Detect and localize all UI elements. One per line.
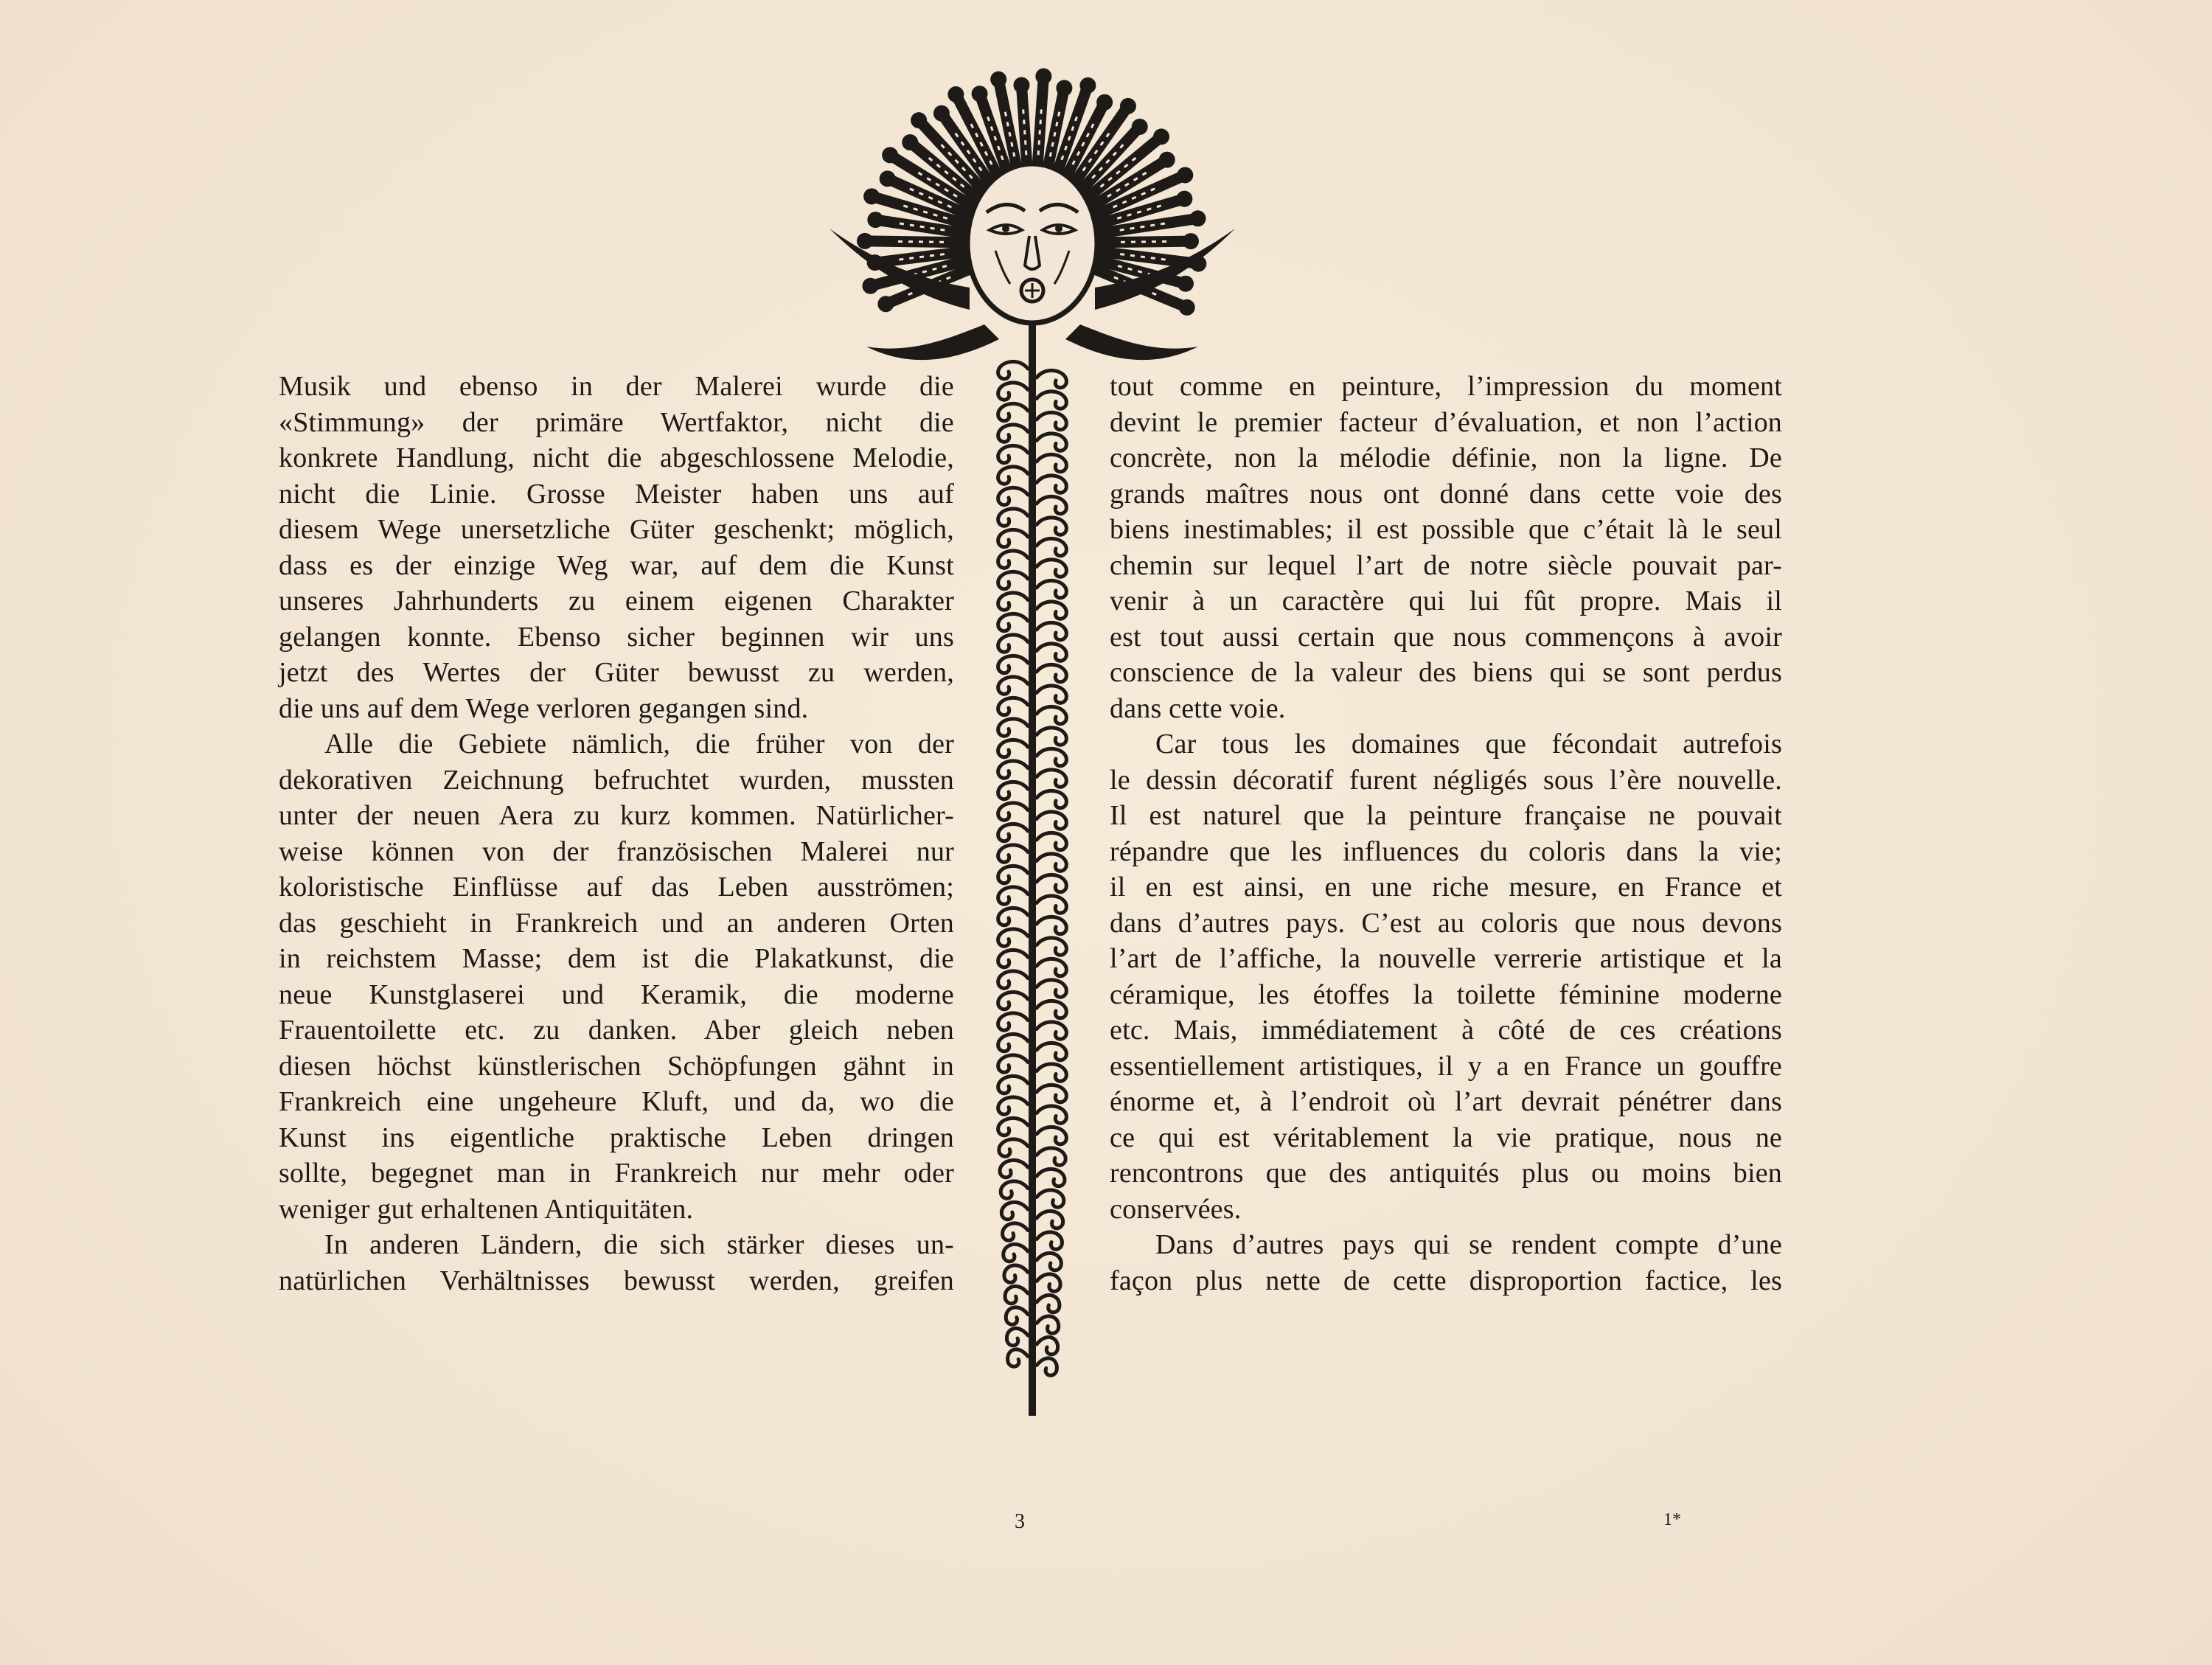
right-tendril xyxy=(1037,644,1066,661)
text-line: das geschieht in Frankreich und an anderen Orten xyxy=(279,907,954,939)
left-tendril xyxy=(998,1097,1028,1114)
right-tendril xyxy=(1037,580,1066,597)
page-number: 3 xyxy=(1015,1510,1025,1533)
text-line: dans d’autres pays. C’est au coloris que nous devons xyxy=(1110,907,1782,939)
right-tendril xyxy=(1037,412,1066,429)
text-line: natürlichen Verhältnisses bewusst werden, greifen xyxy=(279,1265,954,1296)
text-line: konkrete Handlung, nicht die abgeschlossene Melodie, xyxy=(279,442,954,473)
left-tendril xyxy=(998,571,1028,588)
feather-tip xyxy=(933,105,950,122)
feather-tip xyxy=(857,233,873,249)
text-line: essentiellement artistiques, il y a en France un gouffre xyxy=(1110,1050,1782,1082)
left-tendril xyxy=(1004,1244,1028,1261)
right-tendril xyxy=(1037,854,1066,871)
left-tendril xyxy=(998,803,1028,820)
right-leaf xyxy=(1065,324,1198,360)
text-line: weniger gut erhaltenen Antiquitäten. xyxy=(279,1193,694,1225)
text-line: le dessin décoratif furent négligés sous l’ère nouvelle. xyxy=(1110,764,1782,796)
right-tendril xyxy=(1037,1148,1065,1165)
left-tendril xyxy=(998,845,1028,862)
left-tendril xyxy=(998,677,1028,694)
feather-tip xyxy=(911,112,927,128)
feather-ray xyxy=(1102,241,1191,243)
left-tendril xyxy=(998,656,1028,672)
feather-tip xyxy=(1178,276,1194,292)
text-line: unter der neuen Aera zu kurz kommen. Natürlicher- xyxy=(279,800,954,831)
left-tendril xyxy=(1003,1223,1028,1240)
right-tendril xyxy=(1037,875,1066,891)
left-tendril xyxy=(1001,1181,1028,1198)
left-tendril xyxy=(998,509,1028,526)
right-tendril xyxy=(1037,454,1066,471)
feather-tip xyxy=(947,86,964,102)
left-tendril xyxy=(998,698,1028,715)
left-tendril xyxy=(998,1118,1028,1135)
text-line: weise können von der französischen Malerei nur xyxy=(279,835,954,867)
signature-mark: 1* xyxy=(1663,1510,1681,1529)
feather-tip xyxy=(1159,152,1175,168)
right-tendril xyxy=(1037,434,1066,451)
left-tendril xyxy=(998,383,1028,400)
text-line: Frauentoilette etc. zu danken. Aber gleich neben xyxy=(279,1015,954,1046)
left-tendril xyxy=(998,1034,1028,1051)
left-tendril xyxy=(998,782,1028,799)
text-line: biens inestimables; il est possible que c’était là le seul xyxy=(1110,514,1782,545)
left-tendril xyxy=(998,1055,1028,1072)
text-line: diesem Wege unersetzliche Güter geschenkt; möglich, xyxy=(279,514,954,545)
feather-tip xyxy=(972,86,988,102)
feather-tip xyxy=(1189,210,1206,226)
feather-tip xyxy=(863,188,880,204)
right-tendril xyxy=(1037,370,1066,387)
text-line: dans cette voie. xyxy=(1110,692,1286,724)
right-tendril xyxy=(1037,896,1066,913)
left-tendril xyxy=(1005,1286,1028,1303)
text-line: etc. Mais, immédiatement à côté de ces créations xyxy=(1110,1015,1782,1046)
text-line: In anderen Ländern, die sich stärker dieses un- xyxy=(324,1229,954,1260)
text-line: dekorativen Zeichnung befruchtet wurden, mussten xyxy=(279,764,954,796)
right-tendril xyxy=(1037,1316,1059,1333)
feather-tip xyxy=(1132,119,1148,135)
left-tendril xyxy=(998,824,1028,841)
right-tendril xyxy=(1037,1253,1061,1270)
text-line: Kunst ins eigentliche praktische Leben dringen xyxy=(279,1122,954,1153)
text-line: sollte, begegnet man in Frankreich nur mehr oder xyxy=(279,1158,954,1189)
right-text-column xyxy=(1110,369,1782,1299)
left-tendril xyxy=(1006,1328,1028,1345)
left-tendril xyxy=(1004,1265,1028,1282)
feather-ray xyxy=(865,241,962,243)
right-tendril xyxy=(1037,959,1066,976)
right-tendril xyxy=(1037,1190,1064,1207)
feather-tip xyxy=(1183,233,1199,249)
text-line: Frankreich eine ungeheure Kluft, und da, wo die xyxy=(279,1086,954,1117)
right-pupil xyxy=(1055,225,1062,232)
right-tendril xyxy=(1037,1022,1066,1039)
left-tendril xyxy=(998,719,1028,736)
text-line: in reichstem Masse; dem ist die Plakatkunst, die xyxy=(279,943,954,974)
left-tendril xyxy=(1000,1160,1028,1177)
text-line: ce qui est véritablement la vie pratique, nous ne xyxy=(1110,1122,1782,1153)
left-tendril xyxy=(998,529,1028,546)
right-tendril xyxy=(1037,1274,1060,1291)
text-line: chemin sur lequel l’art de notre siècle pouvait par- xyxy=(1110,549,1782,581)
text-line: Musik und ebenso in der Malerei wurde die xyxy=(279,371,954,402)
feather-tip xyxy=(1079,77,1096,94)
right-tendril xyxy=(1037,392,1066,409)
right-tendril xyxy=(1037,1169,1065,1186)
feather-tip xyxy=(902,134,918,150)
feather-tip xyxy=(862,278,878,294)
text-line: koloristische Einflüsse auf das Leben ausströmen; xyxy=(279,872,954,903)
left-tendril xyxy=(998,361,1028,378)
text-line: il en est ainsi, en une riche mesure, en France et xyxy=(1110,872,1782,903)
text-line: «Stimmung» der primäre Wertfaktor, nicht die xyxy=(279,406,954,438)
text-line: façon plus nette de cette disproportion factice, les xyxy=(1110,1265,1782,1296)
left-tendril xyxy=(998,1013,1028,1030)
text-line: rencontrons que des antiquités plus ou moins bien xyxy=(1110,1158,1782,1189)
right-tendril xyxy=(1037,917,1066,934)
right-tendril xyxy=(1037,496,1066,513)
text-line: Alle die Gebiete nämlich, die früher von der xyxy=(324,729,954,759)
left-tendril xyxy=(998,593,1028,610)
left-tendril xyxy=(998,467,1028,484)
left-tendril xyxy=(998,992,1028,1009)
text-line: gelangen konnte. Ebenso sicher beginnen wir uns xyxy=(279,621,954,653)
right-tendril xyxy=(1037,1232,1062,1249)
left-tendril xyxy=(998,887,1028,904)
text-line: l’art de l’affiche, la nouvelle verrerie artistique et la xyxy=(1110,943,1782,974)
feather-tip xyxy=(882,147,898,163)
right-tendril xyxy=(1037,938,1066,955)
right-tendril xyxy=(1037,538,1066,555)
left-pupil xyxy=(1002,225,1009,232)
right-tendril xyxy=(1037,770,1066,787)
text-line: conservées. xyxy=(1110,1193,1242,1225)
right-tendril xyxy=(1037,664,1066,681)
text-line: devint le premier facteur d’évaluation, et non l’action xyxy=(1110,406,1782,438)
right-tendril xyxy=(1037,518,1066,535)
feather-tip xyxy=(877,296,894,312)
right-tendril xyxy=(1037,1043,1066,1060)
left-tendril xyxy=(998,635,1028,652)
feather-tip xyxy=(1013,77,1029,93)
right-tendril xyxy=(1037,622,1066,639)
feather-ray xyxy=(1021,85,1027,173)
feather-tip xyxy=(1176,191,1192,207)
sun-face xyxy=(967,164,1097,323)
text-line: Il est naturel que la peinture française ne pouvait xyxy=(1110,800,1782,831)
text-line: diesen höchst künstlerischen Schöpfungen gähnt in xyxy=(279,1050,954,1082)
right-tendril xyxy=(1037,1085,1066,1102)
left-tendril xyxy=(1006,1307,1028,1324)
text-line: unseres Jahrhunderts zu einem eigenen Charakter xyxy=(279,585,954,616)
text-line: répandre que les influences du coloris dans la vie; xyxy=(1110,835,1782,867)
feather-tip xyxy=(1179,299,1195,316)
feather-tip xyxy=(1096,94,1113,111)
text-line: Car tous les domaines que fécondait autrefois xyxy=(1155,729,1782,759)
right-tendril xyxy=(1037,1337,1058,1354)
left-tendril xyxy=(998,487,1028,504)
right-tendril xyxy=(1037,560,1066,577)
right-tendril xyxy=(1037,812,1066,829)
right-tendril xyxy=(1037,1358,1057,1375)
right-tendril xyxy=(1037,728,1066,745)
right-tendril xyxy=(1037,748,1066,765)
left-tendril xyxy=(998,929,1028,946)
right-tendril xyxy=(1037,1064,1066,1081)
text-line: céramique, les étoffes la toilette féminine moderne xyxy=(1110,979,1782,1010)
left-tendril xyxy=(998,971,1028,988)
left-tendril xyxy=(998,551,1028,568)
right-tendril xyxy=(1037,706,1066,723)
right-tendril xyxy=(1037,476,1066,493)
left-tendril xyxy=(998,613,1028,630)
feather-tip xyxy=(1035,69,1051,85)
text-line: conscience de la valeur des biens qui se sont perdus xyxy=(1110,657,1782,688)
feather-tip xyxy=(1120,98,1136,114)
left-tendril xyxy=(998,445,1028,462)
feather-tip xyxy=(1056,80,1072,96)
feather-tip xyxy=(1153,128,1169,145)
text-line: die uns auf dem Wege verloren gegangen sind. xyxy=(279,692,809,724)
left-tendril xyxy=(998,908,1028,925)
left-tendril xyxy=(998,1076,1028,1093)
right-tendril xyxy=(1037,1106,1066,1123)
stalk xyxy=(1029,324,1036,1416)
right-tendril xyxy=(1037,980,1066,997)
text-line: tout comme en peinture, l’impression du moment xyxy=(1110,371,1782,402)
left-tendril xyxy=(998,403,1028,420)
feather-tip xyxy=(880,170,896,187)
text-line: grands maîtres nous ont donné dans cette voie des xyxy=(1110,478,1782,510)
left-tendril xyxy=(1008,1349,1028,1366)
right-tendril xyxy=(1037,1001,1066,1018)
right-tendril xyxy=(1037,686,1066,703)
text-line: énorme et, à l’endroit où l’art devrait pénétrer dans xyxy=(1110,1086,1782,1117)
text-line: dass es der einzige Weg war, auf dem die Kunst xyxy=(279,549,954,581)
right-tendril xyxy=(1037,790,1066,807)
text-line: nicht die Linie. Grosse Meister haben uns auf xyxy=(279,478,954,510)
right-tendril xyxy=(1037,1211,1063,1228)
feather-tip xyxy=(867,212,883,228)
left-tendril xyxy=(998,950,1028,967)
left-leaf xyxy=(866,324,999,360)
left-tendril xyxy=(998,740,1028,757)
text-line: neue Kunstglaserei und Keramik, die moderne xyxy=(279,979,954,1010)
feather-ray xyxy=(1037,77,1043,174)
feather-tip xyxy=(1177,167,1193,183)
feather-tip xyxy=(990,72,1006,88)
text-line: jetzt des Wertes der Güter bewusst zu werden, xyxy=(279,657,954,688)
left-tendril xyxy=(1001,1202,1028,1219)
right-tendril xyxy=(1037,1127,1066,1144)
left-tendril xyxy=(999,1139,1028,1156)
right-tendril xyxy=(1037,1295,1060,1312)
right-tendril xyxy=(1037,602,1066,619)
text-line: est tout aussi certain que nous commençons à avoir xyxy=(1110,621,1782,653)
right-tendril xyxy=(1037,832,1066,849)
text-line: concrète, non la mélodie définie, non la ligne. De xyxy=(1110,442,1782,473)
left-tendril xyxy=(998,425,1028,442)
left-tendril xyxy=(998,866,1028,883)
text-line: venir à un caractère qui lui fût propre. Mais il xyxy=(1110,585,1782,616)
text-line: Dans d’autres pays qui se rendent compte d’une xyxy=(1155,1229,1782,1260)
left-tendril xyxy=(998,761,1028,778)
